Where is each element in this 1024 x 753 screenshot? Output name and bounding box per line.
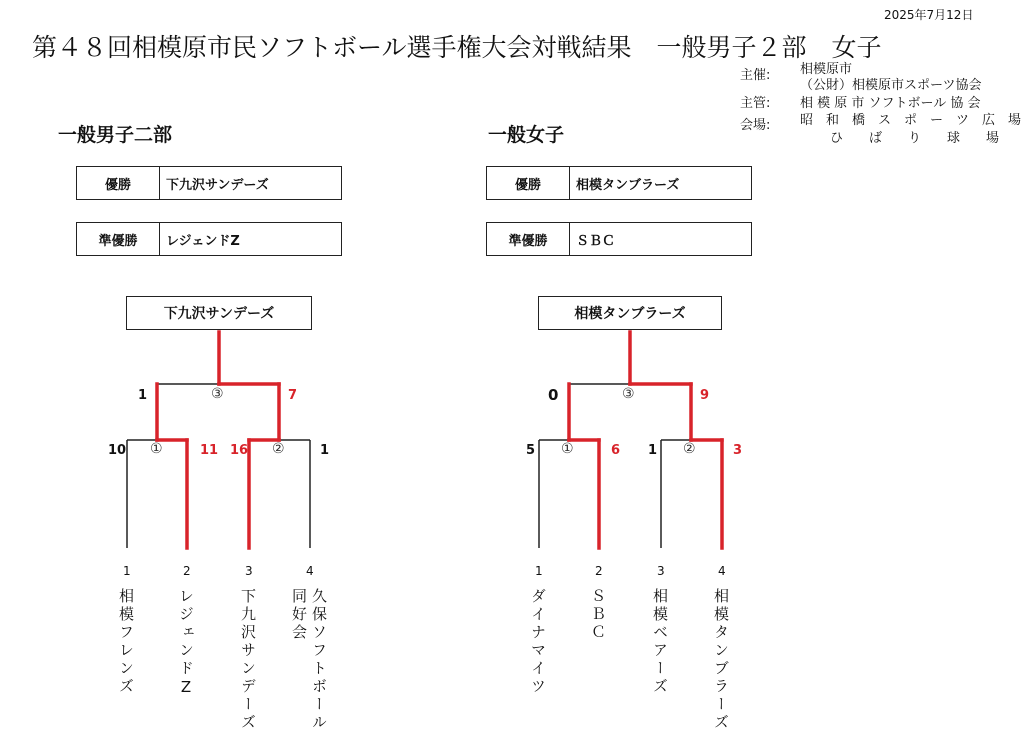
match-number: ① <box>561 441 574 457</box>
score: 6 <box>611 443 621 458</box>
score: 16 <box>230 443 249 458</box>
runner-up-label: 準優勝 <box>487 223 570 255</box>
organizer-value: 相 模 原 市 ソフトボール 協 会 <box>800 96 981 111</box>
men-winner-box <box>76 166 342 200</box>
score: 1 <box>648 443 658 458</box>
match-number: ① <box>150 441 163 457</box>
winner-label: 優勝 <box>77 167 160 199</box>
women-runner-up-box <box>486 222 752 256</box>
match-number: ② <box>683 441 696 457</box>
organizer-value: ひ ば り 球 場 <box>830 131 1000 146</box>
team-name: 久保ソフトボール <box>310 588 328 732</box>
men-champion-box: 下九沢サンデーズ <box>126 296 312 330</box>
winner-name: 相模タンブラーズ <box>576 177 680 193</box>
organizer-value: 昭 和 橋 ス ポ ー ツ 広 場 <box>800 113 1022 128</box>
page-title: 第４８回相模原市民ソフトボール選手権大会対戦結果 一般男子２部 女子 <box>32 33 882 62</box>
team-name: 相模ベアーズ <box>651 588 669 696</box>
team-number: 1 <box>123 564 131 578</box>
team-number: 3 <box>245 564 253 578</box>
men-runner-up-box <box>76 222 342 256</box>
team-name: 下九沢サンデーズ <box>239 588 257 732</box>
team-number: 2 <box>183 564 191 578</box>
organizer-label: 主催: <box>740 68 771 83</box>
runner-up-name: ＳＢＣ <box>576 233 616 249</box>
team-name: ダイナマイツ <box>529 588 547 696</box>
score: 7 <box>288 388 298 403</box>
runner-up-label: 準優勝 <box>77 223 160 255</box>
winner-name: 下九沢サンデーズ <box>166 177 269 193</box>
score: 5 <box>526 443 536 458</box>
men-section-title: 一般男子二部 <box>58 124 173 146</box>
score: 9 <box>700 388 710 403</box>
team-number: 4 <box>306 564 314 578</box>
score: 0 <box>548 386 559 404</box>
score: 10 <box>108 443 127 458</box>
women-champion-box: 相模タンブラーズ <box>538 296 722 330</box>
score: 1 <box>138 388 148 403</box>
women-section-title: 一般女子 <box>488 124 565 146</box>
team-number: 4 <box>718 564 726 578</box>
score: 11 <box>200 443 219 458</box>
match-number: ③ <box>622 386 635 402</box>
team-name: 相模タンブラーズ <box>712 588 730 732</box>
women-winner-box <box>486 166 752 200</box>
match-number: ② <box>272 441 285 457</box>
organizer-value: （公財）相模原市スポーツ協会 <box>800 78 982 93</box>
team-number: 2 <box>595 564 603 578</box>
team-name: 相模フレンズ <box>117 588 135 696</box>
organizer-label: 会場: <box>740 118 771 133</box>
team-number: 3 <box>657 564 665 578</box>
organizer-value: 相模原市 <box>800 62 853 77</box>
match-number: ③ <box>211 386 224 402</box>
winner-label: 優勝 <box>487 167 570 199</box>
team-name: レジェンドZ <box>177 588 195 699</box>
date-label: 2025年7月12日 <box>884 8 974 22</box>
team-name: ＳＢＣ <box>589 588 607 642</box>
organizer-label: 主管: <box>740 96 771 111</box>
score: 3 <box>733 443 743 458</box>
runner-up-name: レジェンドZ <box>166 233 240 249</box>
score: 1 <box>320 443 330 458</box>
team-name: 同好会 <box>290 588 308 642</box>
team-number: 1 <box>535 564 543 578</box>
